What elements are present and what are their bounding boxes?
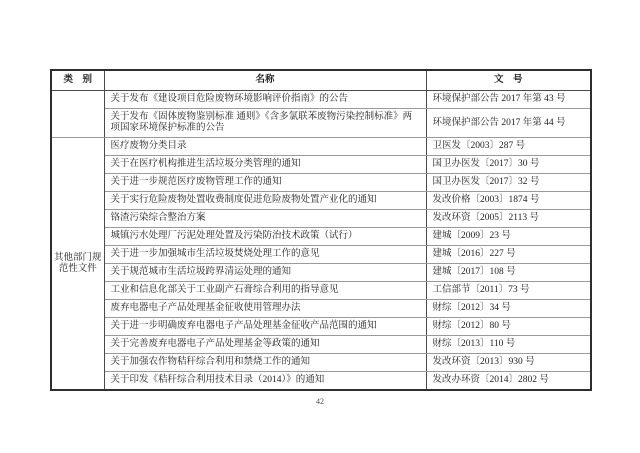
table-row	[51, 372, 591, 391]
header-doc-no: 文 号	[426, 70, 591, 91]
table-row	[51, 91, 591, 109]
name-cell: 工业和信息化部关于工业副产石膏综合利用的指导意见	[104, 282, 426, 300]
name-cell: 关于印发《秸秆综合利用技术目录（2014）》的通知	[104, 372, 426, 391]
doc-no-cell: 发改价格〔2003〕1874 号	[426, 192, 591, 210]
doc-no-cell: 财综〔2012〕80 号	[426, 318, 591, 336]
header-category: 类 别	[51, 70, 104, 91]
doc-no-cell: 发改环资〔2005〕2113 号	[426, 210, 591, 228]
name-cell: 关于加强农作物秸秆综合利用和禁烧工作的通知	[104, 354, 426, 372]
doc-no-cell: 国卫办医发〔2017〕32 号	[426, 174, 591, 192]
doc-no-cell: 财综〔2012〕34 号	[426, 300, 591, 318]
table-row	[51, 228, 591, 246]
category-cell: 其他部门规范性文件	[51, 138, 104, 391]
name-cell: 关于进一步加强城市生活垃圾焚烧处理工作的意见	[104, 246, 426, 264]
table-row	[51, 264, 591, 282]
table-row	[51, 109, 591, 138]
name-cell: 关于实行危险废物处置收费制度促进危险废物处置产业化的通知	[104, 192, 426, 210]
doc-no-cell: 卫医发〔2003〕287 号	[426, 138, 591, 156]
table-row	[51, 282, 591, 300]
doc-no-cell: 国卫办医发〔2017〕30 号	[426, 156, 591, 174]
name-cell: 关于规范城市生活垃圾跨界清运处理的通知	[104, 264, 426, 282]
doc-no-cell: 财综〔2013〕110 号	[426, 336, 591, 354]
name-cell: 关于进一步明确废弃电器电子产品处理基金征收产品范围的通知	[104, 318, 426, 336]
doc-no-cell: 建城〔2016〕227 号	[426, 246, 591, 264]
table-row	[51, 174, 591, 192]
table-body	[51, 91, 591, 391]
table-header	[51, 70, 591, 91]
doc-no-cell: 建城〔2017〕108 号	[426, 264, 591, 282]
name-cell: 城镇污水处理厂污泥处理处置及污染防治技术政策（试行）	[104, 228, 426, 246]
table-row	[51, 318, 591, 336]
doc-no-cell: 环境保护部公告 2017 年第 44 号	[426, 109, 591, 138]
page-number: 42	[316, 397, 324, 406]
name-cell: 关于发布《建设项目危险废物环境影响评价指南》的公告	[104, 91, 426, 109]
name-cell: 医疗废物分类目录	[104, 138, 426, 156]
table-row	[51, 138, 591, 156]
doc-no-cell: 发改办环资〔2014〕2802 号	[426, 372, 591, 391]
doc-no-cell: 工信部节〔2011〕73 号	[426, 282, 591, 300]
name-cell: 关于在医疗机构推进生活垃圾分类管理的通知	[104, 156, 426, 174]
table-row	[51, 156, 591, 174]
table-row	[51, 210, 591, 228]
table-row	[51, 246, 591, 264]
name-cell: 废弃电器电子产品处理基金征收使用管理办法	[104, 300, 426, 318]
category-cell	[51, 91, 104, 138]
header-name: 名称	[104, 70, 426, 91]
table-row	[51, 336, 591, 354]
header-row	[51, 70, 591, 91]
table-row	[51, 192, 591, 210]
name-cell: 关于完善废弃电器电子产品处理基金等政策的通知	[104, 336, 426, 354]
doc-no-cell: 发改环资〔2013〕930 号	[426, 354, 591, 372]
table-row	[51, 354, 591, 372]
doc-no-cell: 环境保护部公告 2017 年第 43 号	[426, 91, 591, 109]
table-row	[51, 300, 591, 318]
name-cell: 关于进一步规范医疗废物管理工作的通知	[104, 174, 426, 192]
name-cell: 铬渣污染综合整治方案	[104, 210, 426, 228]
regulations-table	[50, 69, 592, 391]
doc-no-cell: 建城〔2009〕23 号	[426, 228, 591, 246]
name-cell: 关于发布《固体废物鉴别标准 通则》《含多氯联苯废物污染控制标准》两项国家环境保护标准的公告	[104, 109, 426, 138]
